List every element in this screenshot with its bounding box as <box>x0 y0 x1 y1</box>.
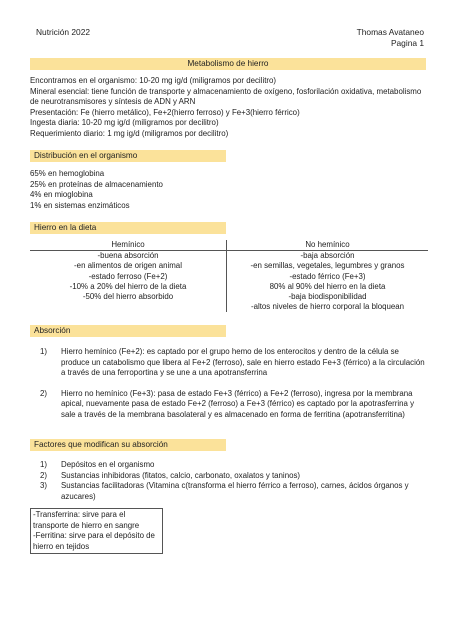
table-cell: -10% a 20% del hierro de la dieta <box>30 282 227 292</box>
column-header-no-heminico: No hemínico <box>227 240 429 251</box>
list-item <box>40 389 428 421</box>
page-header-right <box>357 27 424 49</box>
list-text: Sustancias inhibidoras (fitatos, calcio, carbonato, oxalatos y taninos) <box>61 470 301 480</box>
list-item <box>40 460 428 471</box>
distribution-item: 4% en mioglobina <box>30 190 93 200</box>
list-number: 1) <box>40 347 48 356</box>
note-line: -Transferrina: sirve para el transporte de hierro en sangre <box>33 510 140 530</box>
intro-line: Presentación: Fe (hierro metálico), Fe+2(hierro ferroso) y Fe+3(hierro férrico) <box>30 107 300 117</box>
absorption-list <box>40 347 428 421</box>
list-item <box>40 481 428 502</box>
table-row <box>30 272 428 282</box>
table-row <box>30 282 428 292</box>
intro-line: Mineral esencial: tiene función de transporte y almacenamiento de oxígeno, fosforilación oxidativa, metabolismo de neurotransmisores y síntesis de ADN y ARN <box>30 86 422 107</box>
distribution-item: 1% en sistemas enzimáticos <box>30 200 130 210</box>
table-cell: -50% del hierro absorbido <box>30 292 227 302</box>
column-header-heminico: Hemínico <box>30 240 227 251</box>
intro-line: Requerimiento diario: 1 mg ig/d (miligramos por decilitro) <box>30 128 229 138</box>
list-number: 2) <box>40 470 48 480</box>
table-header-row <box>30 240 428 251</box>
table-row <box>30 302 428 312</box>
distribution-list <box>30 169 430 211</box>
list-item <box>40 347 428 379</box>
table-cell: -baja absorción <box>300 251 355 261</box>
table-cell: -altos niveles de hierro corporal la bloquean <box>250 302 405 312</box>
distribution-heading: Distribución en el organismo <box>30 150 226 162</box>
table-cell: -estado ferroso (Fe+2) <box>30 272 227 282</box>
table-cell: -baja biodisponibilidad <box>288 292 367 302</box>
note-box <box>30 508 163 554</box>
course-label: Nutrición 2022 <box>36 27 91 37</box>
table-cell: -en semillas, vegetales, legumbres y granos <box>250 261 405 271</box>
list-text: Depósitos en el organismo <box>61 460 155 469</box>
intro-line: Ingesta diaria: 10-20 mg ig/d (miligramos por decilitro) <box>30 118 219 128</box>
absorption-heading: Absorción <box>30 325 226 337</box>
list-text: Hierro no hemínico (Fe+3): pasa de estado Fe+3 (férrico) a Fe+2 (ferroso), ingresa por la membrana apical, nuevamente pasa de estado Fe+2 (ferroso) a Fe+3 (férrico) es captado por la apotrasferrina y sale a través de la membrana basolateral y es almacenado en forma de ferritina (apotransferritina) <box>61 388 415 419</box>
list-number: 1) <box>40 460 48 469</box>
table-cell: 80% al 90% del hierro en la dieta <box>269 281 386 291</box>
factors-list <box>40 460 428 502</box>
table-row <box>30 261 428 271</box>
table-cell: -estado férrico (Fe+3) <box>289 271 366 281</box>
list-number: 3) <box>40 481 48 491</box>
table-row <box>30 251 428 262</box>
diet-table <box>30 240 428 312</box>
list-text: Hierro hemínico (Fe+2): es captado por el grupo hemo de los enterocitos y dentro de la célula se produce un catabolismo que libera al Fe+2 (ferroso), sale en hierro estado Fe+3 (férrico) a la circulación a través de una ferroportina y se une a una apotransferrina <box>61 347 425 378</box>
list-number: 2) <box>40 388 48 398</box>
intro-line: Encontramos en el organismo: 10-20 mg ig/d (miligramos por decilitro) <box>30 76 277 85</box>
diet-heading: Hierro en la dieta <box>30 222 226 234</box>
table-row <box>30 292 428 302</box>
note-line: -Ferritina: sirve para el depósito de hierro en tejidos <box>33 531 155 551</box>
table-cell <box>30 302 227 312</box>
table-cell: -buena absorción <box>30 251 227 262</box>
list-item <box>40 471 428 482</box>
factors-heading: Factores que modifican su absorción <box>30 439 226 451</box>
page-number: Pagina 1 <box>390 38 424 48</box>
distribution-item: 25% en proteínas de almacenamiento <box>30 179 163 189</box>
author-name: Thomas Avataneo <box>356 27 424 37</box>
document-title: Metabolismo de hierro <box>30 58 426 70</box>
list-text: Sustancias facilitadoras (Vitamina c(transforma el hierro férrico a ferroso), carnes, ácidos órganos y azucares) <box>61 481 409 501</box>
table-cell: -en alimentos de origen animal <box>30 261 227 271</box>
intro-block <box>30 76 430 140</box>
distribution-item: 65% en hemoglobina <box>30 169 105 178</box>
